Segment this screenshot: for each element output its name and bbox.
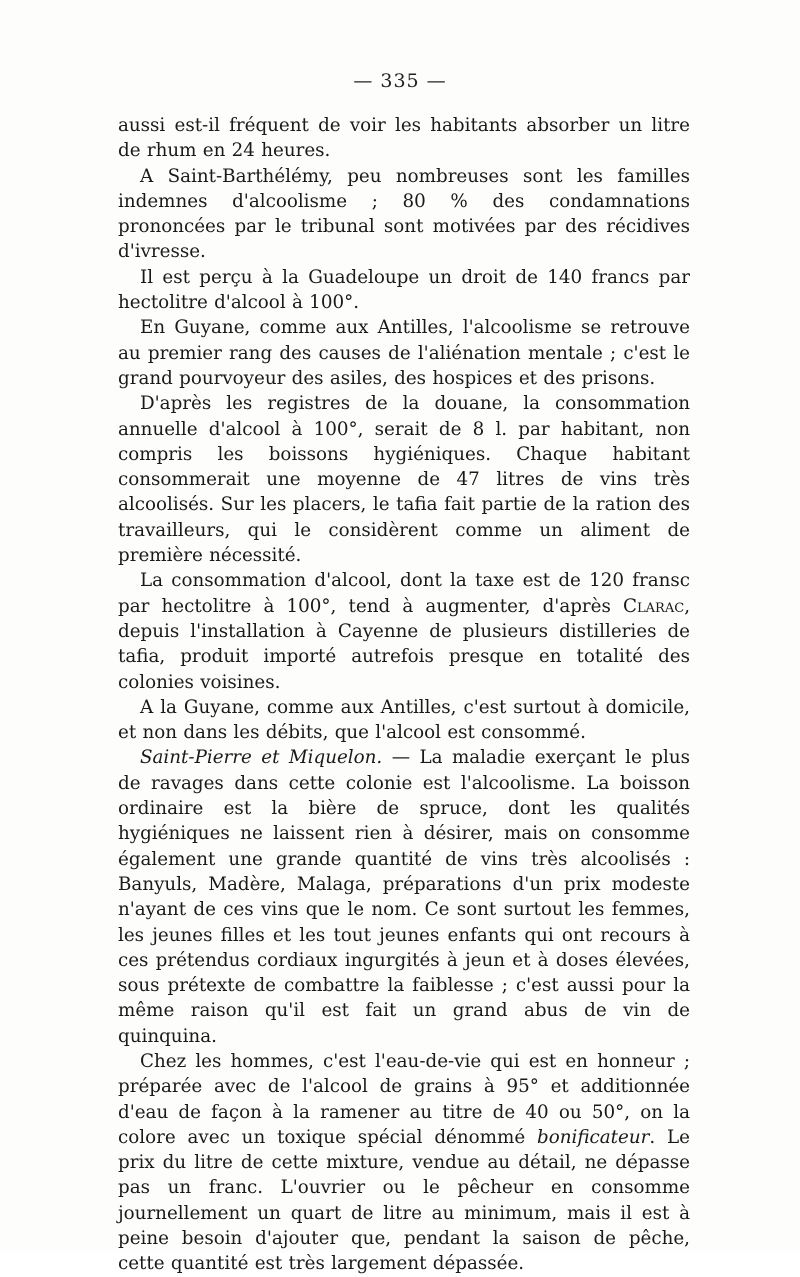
paragraph-7: A la Guyane, comme aux Antilles, c'est surtout à domicile, et non dans les débits, que l'alcool est consommé. — [118, 696, 690, 744]
paragraph-6-after: , depuis l'installation à Cayenne de plusieurs distilleries de tafia, produit importé autrefois presque en totalité des colonies voisines. — [118, 595, 690, 693]
paragraph-8 — [118, 745, 690, 1049]
paragraph-9-after: . Le prix du litre de cette mixture, vendue au détail, ne dépasse pas un franc. L'ouvrier ou le pêcheur en consomme journellement un quart de litre au minimum, mais il est à peine besoin d'ajouter que, pendant la saison de pêche, cette quantité est très largement dépassée. — [118, 1126, 690, 1275]
paragraph-4: En Guyane, comme aux Antilles, l'alcoolisme se retrouve au premier rang des causes de l'aliénation mentale ; c'est le grand pourvoyeur des asiles, des hospices et des prisons. — [118, 317, 690, 389]
paragraph-8-after: — La maladie exerçant le plus de ravages dans cette colonie est l'alcoolisme. La boisson ordinaire est la bière de spruce, dont les qualités hygiéniques ne laissent rien à désirer, mais on consomme également une grande quantité de vins très alcoolisés : Banyuls, Madère, Malaga, préparations d'un prix modeste n'ayant de ces vins que le nom. Ce sont surtout les femmes, les jeunes filles et les tout jeunes enfants qui ont recours à ces prétendus cordiaux ingurgités à jeun et à doses élevées, sous prétexte de combattre la faiblesse ; c'est aussi pour la même raison qu'il est fait un grand abus de vin de quinquina. — [118, 747, 690, 1047]
paragraph-2: A Saint-Barthélémy, peu nombreuses sont les familles indemnes d'alcoolisme ; 80 % des condamnations prononcées par le tribunal sont motivées par des récidives d'ivresse. — [118, 165, 690, 263]
author-name-clarac: Clarac — [623, 595, 685, 617]
body-text — [118, 113, 690, 1277]
paragraph-9 — [118, 1049, 690, 1277]
paragraph-6 — [118, 568, 690, 694]
paragraph-5: D'après les registres de la douane, la consommation annuelle d'alcool à 100°, serait de 8 l. par habitant, non compris les boissons hygiéniques. Chaque habitant consommerait une moyenne de 47 litres de vins très alcoolisés. Sur les placers, le tafia fait partie de la ration des travailleurs, qui le considèrent comme un aliment de première nécessité. — [118, 393, 690, 567]
paragraph-6-before: La consommation d'alcool, dont la taxe est de 120 fransc par hectolitre à 100°, tend à augmenter, d'après — [118, 570, 690, 617]
term-bonificateur: bonificateur — [537, 1126, 650, 1148]
paragraph-3: Il est perçu à la Guadeloupe un droit de 140 francs par hectolitre d'alcool à 100°. — [118, 266, 690, 314]
page-number: — 335 — — [353, 70, 447, 92]
paragraph-1: aussi est-il fréquent de voir les habitants absorber un litre de rhum en 24 heures. — [118, 115, 690, 162]
section-heading-saint-pierre: Saint-Pierre et Miquelon. — [140, 747, 383, 769]
paragraph-9-before: Chez les hommes, c'est l'eau-de-vie qui est en honneur ; préparée avec de l'alcool de grains à 95° et additionnée d'eau de façon à la ramener au titre de 40 ou 50°, on la colore avec un toxique spécial dénommé — [118, 1050, 690, 1148]
